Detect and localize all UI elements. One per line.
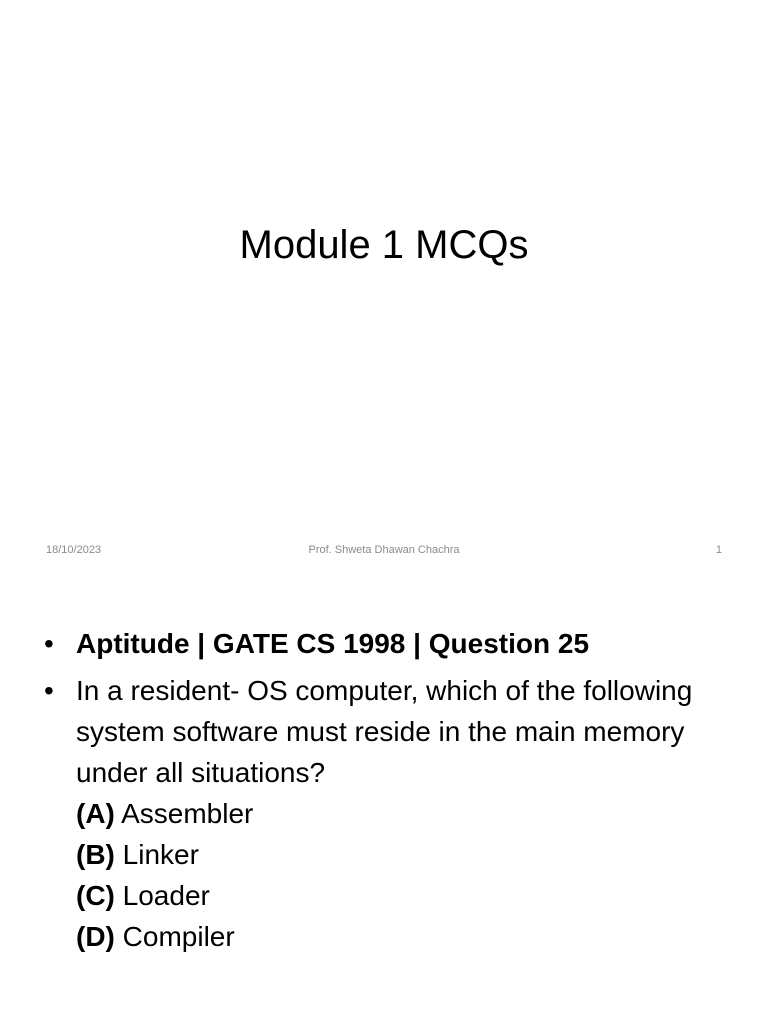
option-a (76, 793, 724, 834)
question-heading: Aptitude | GATE CS 1998 | Question 25 (76, 628, 590, 659)
footer-author: Prof. Shweta Dhawan Chachra (308, 544, 460, 556)
bullet-question (44, 670, 724, 957)
option-letter: (A) (76, 798, 115, 829)
bullet-heading (44, 623, 724, 664)
bullet-icon: • (44, 675, 54, 706)
option-letter: (B) (76, 839, 115, 870)
option-b (76, 834, 724, 875)
option-text: Linker (122, 839, 199, 870)
bullet-icon: • (44, 628, 54, 659)
option-letter: (D) (76, 921, 115, 952)
option-c (76, 875, 724, 916)
slide-title: Module 1 MCQs (239, 223, 529, 267)
option-text: Compiler (122, 921, 235, 952)
footer-date: 18/10/2023 (46, 544, 102, 556)
option-text: Loader (122, 880, 210, 911)
footer-page-number: 1 (715, 544, 722, 556)
question-bullet-list (44, 623, 724, 963)
option-d (76, 916, 724, 957)
option-text: Assembler (121, 798, 254, 829)
option-letter: (C) (76, 880, 115, 911)
question-text: In a resident- OS computer, which of the following system software must reside in the main memory under all situations? (76, 675, 693, 788)
